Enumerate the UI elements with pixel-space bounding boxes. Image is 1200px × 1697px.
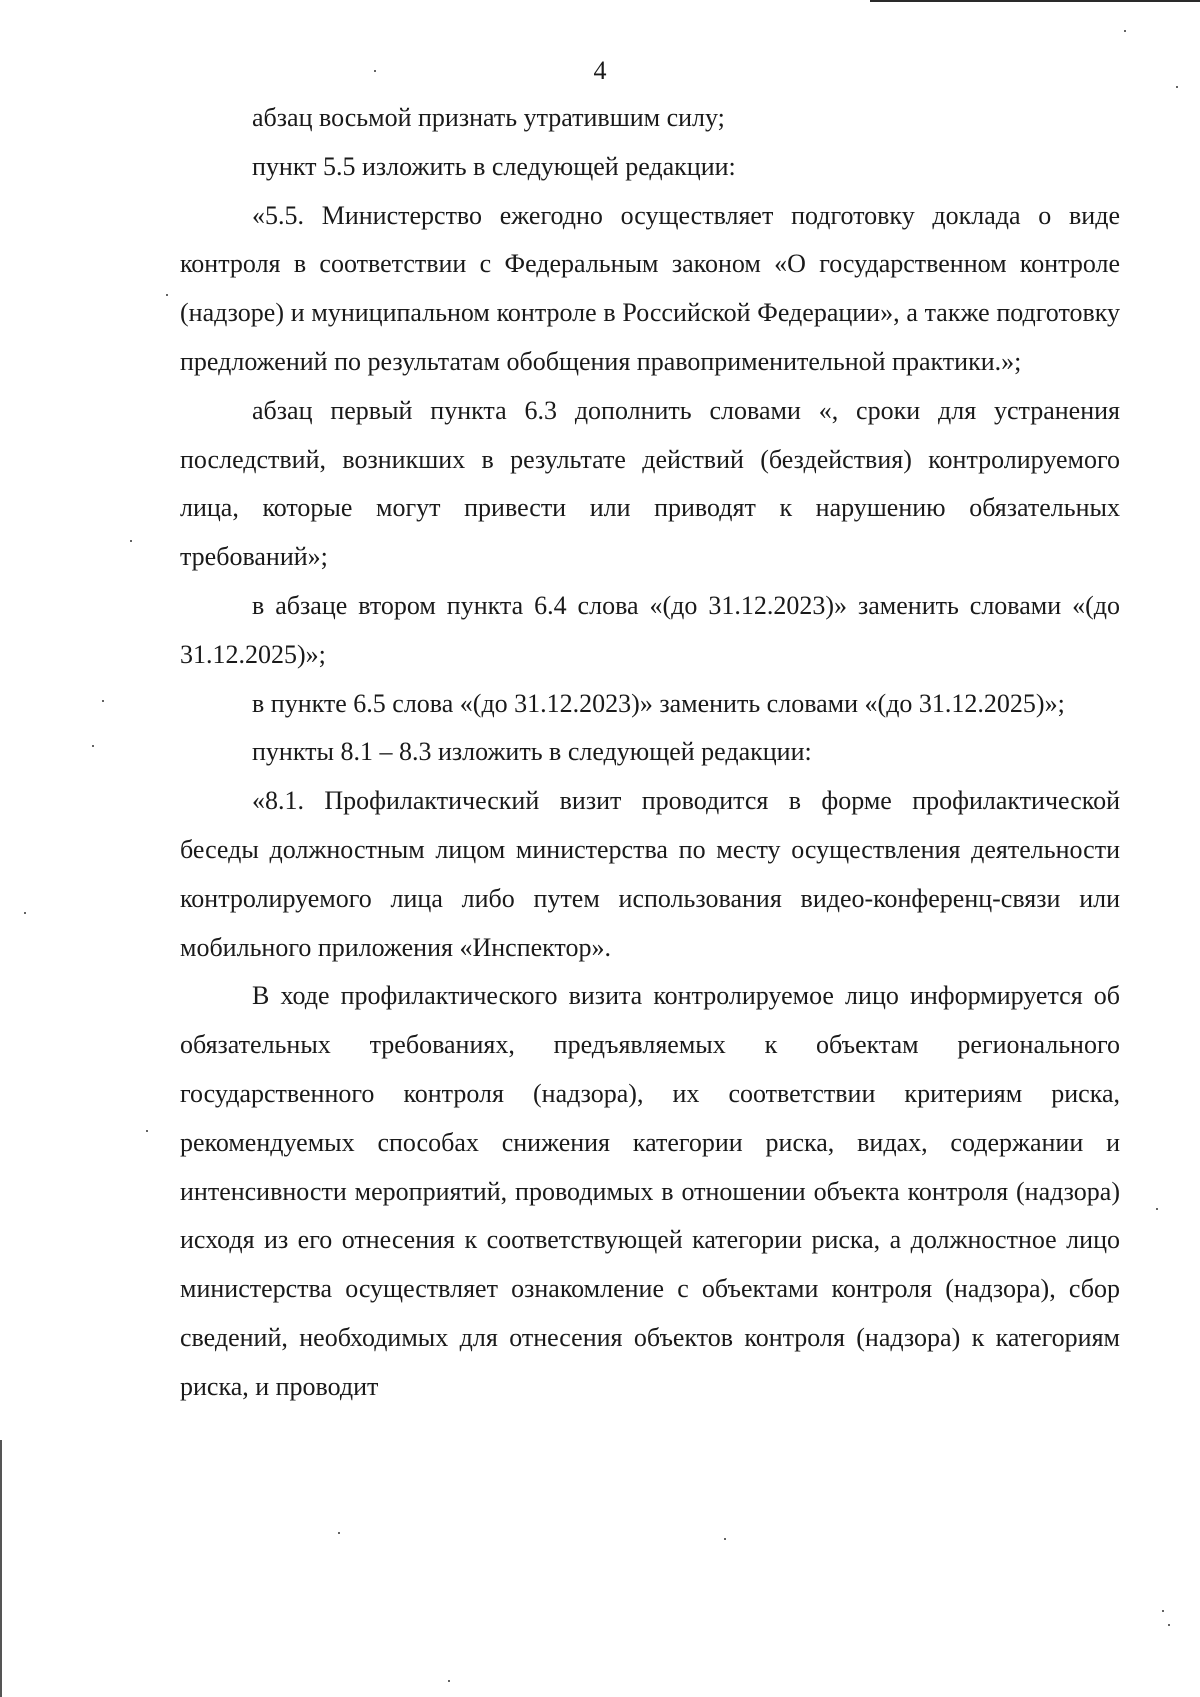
paragraph-8: «8.1. Профилактический визит проводится в форме профилактической беседы должностным лицом министерства по месту осуществления деятельности контролируемого лица либо путем использования видео-конференц-связи или мобильного приложения «Инспектор». (180, 786, 1120, 962)
scan-speck (1168, 1624, 1170, 1626)
scan-top-edge-line (870, 0, 1200, 2)
scan-speck (130, 540, 132, 542)
paragraph-2: пункт 5.5 изложить в следующей редакции: (252, 151, 736, 181)
scan-speck (1124, 30, 1126, 32)
scan-speck (1176, 86, 1178, 88)
scan-speck (374, 70, 376, 72)
scan-speck (724, 1538, 726, 1540)
page-number: 4 (593, 56, 607, 85)
paragraph-7: пункты 8.1 – 8.3 изложить в следующей редакции: (252, 737, 812, 767)
scan-speck (102, 700, 104, 702)
scan-speck (338, 1532, 340, 1534)
scan-speck (448, 1680, 450, 1682)
paragraph-4: абзац первый пункта 6.3 дополнить словами «, сроки для устранения последствий, возникших в результате действий (бездействия) контролируемого лица, которые могут привести или приводят к нарушению обязательных требований»; (180, 395, 1120, 572)
scan-speck (1162, 1610, 1164, 1612)
paragraph-1: абзац восьмой признать утратившим силу; (252, 103, 725, 132)
scan-speck (146, 1130, 148, 1132)
scan-speck (24, 912, 26, 914)
paragraph-5: в абзаце втором пункта 6.4 слова «(до 31.12.2023)» заменить словами «(до 31.12.2025)»; (180, 590, 1120, 669)
scan-speck (92, 745, 94, 747)
scan-left-edge-line (0, 1440, 2, 1697)
paragraph-3: «5.5. Министерство ежегодно осуществляет подготовку доклада о виде контроля в соответствии с Федеральным законом «О государственном контроле (надзоре) и муниципальном контроле в Российской Федерации», а также подготовку предложений по результатам обобщения правоприменительной практики.»; (180, 200, 1120, 376)
paragraph-6: в пункте 6.5 слова «(до 31.12.2023)» заменить словами «(до 31.12.2025)»; (252, 688, 1065, 718)
scan-speck (166, 294, 168, 296)
document-body (180, 94, 1120, 1412)
scan-speck (1156, 1208, 1158, 1210)
paragraph-9: В ходе профилактического визита контролируемое лицо информируется об обязательных требованиях, предъявляемых к объектам регионального государственного контроля (надзора), их соответствии критериям риска, рекомендуемых способах снижения категории риска, видах, содержании и интенсивности мероприятий, проводимых в отношении объекта контроля (надзора) исходя из его отнесения к соответствующей категории риска, а должностное лицо министерства осуществляет ознакомление с объектами контроля (надзора), сбор сведений, необходимых для отнесения объектов контроля (надзора) к категориям риска, и проводит (180, 981, 1120, 1401)
